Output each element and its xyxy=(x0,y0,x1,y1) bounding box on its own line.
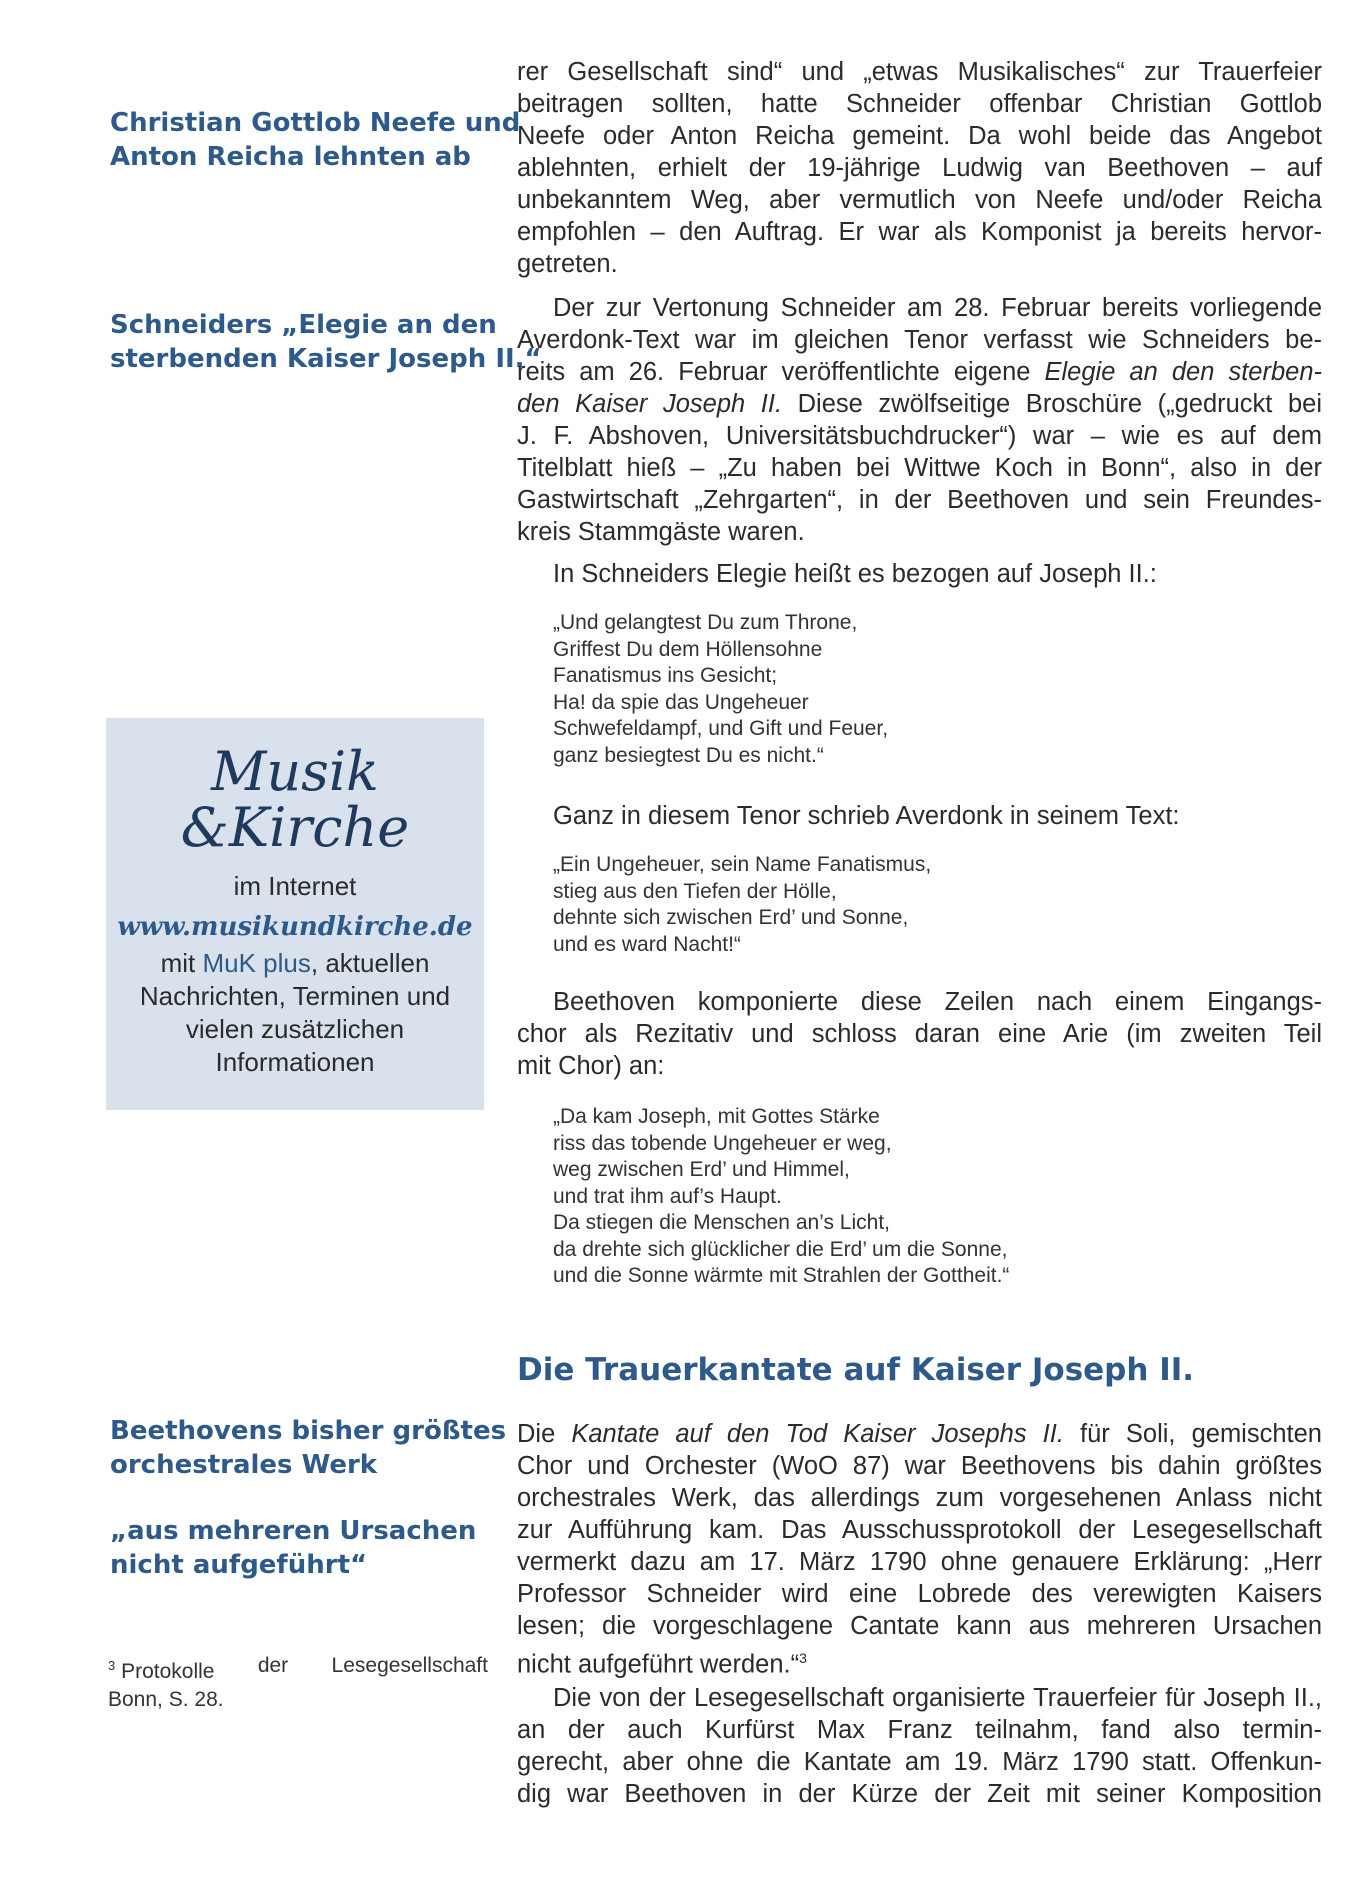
sidebar-heading-orchestrales-werk: Beethovens bisher größtes orchestrales Werk xyxy=(110,1416,507,1480)
ad-line-internet: im Internet xyxy=(233,871,357,901)
paragraph-4: Ganz in diesem Tenor schrieb Averdonk in seinem Text: xyxy=(553,802,1180,830)
paragraph-2: Der zur Vertonung Schneider am 28. Februar bereits vorliegende Averdonk-Text war im gleichen Tenor verfasst wie Schneiders be- reits am 26. Februar veröffentlichte eigene Elegie an den sterben- den Kaiser Joseph II. Diese zwölfseitige Broschüre („gedruckt bei J. F. Abshoven, Universitätsbuchdrucker“) war – wie es auf dem Titelblatt hieß – „Zu haben bei Wittwe Koch in Bonn“, also in der Gastwirtschaft „Zehrgarten“, in der Beethoven und sein Freundes- kreis Stammgäste waren. xyxy=(517,294,1323,546)
paragraph-5: Beethoven komponierte diese Zeilen nach einem Eingangs- chor als Rezitativ und schloss daran eine Arie (im zweiten Teil mit Chor) an: xyxy=(517,988,1322,1080)
quote-averdonk: „Ein Ungeheuer, sein Name Fanatismus, stieg aus den Tiefen der Hölle, dehnte sich zwischen Erd’ und Sonne, und es ward Nacht!“ xyxy=(553,853,932,956)
footnote-ref[interactable]: 3 xyxy=(799,1650,807,1666)
footnote-line-1: $^3$ Protokolle der Lesegesellschaft xyxy=(108,1654,488,1683)
musik-kirche-logo: Musik &Kirche xyxy=(180,740,410,859)
sidebar-heading-nicht-aufgefuehrt: „aus mehreren Ursachen nicht aufgeführt“ xyxy=(110,1516,477,1580)
ad-url-link[interactable]: www.musikundkirche.de xyxy=(117,912,473,942)
paragraph-3: In Schneiders Elegie heißt es bezogen auf Joseph II.: xyxy=(553,560,1157,588)
quote-kantate: „Da kam Joseph, mit Gottes Stärke riss das tobende Ungeheuer er weg, weg zwischen Erd’ und Himmel, und trat ihm auf’s Haupt. Da stiegen die Menschen an’s Licht, da drehte sich glücklicher die Erd’ um die Sonne, und die Sonne wärmte mit Strahlen der Gottheit.“ xyxy=(553,1105,1010,1287)
sidebar-heading-neefe-reicha: Christian Gottlob Neefe und Anton Reicha lehnten ab xyxy=(110,108,521,172)
ad-line-nachrichten: Nachrichten, Terminen und xyxy=(139,981,451,1011)
quote-elegie: „Und gelangtest Du zum Throne, Griffest Du dem Höllensohne Fanatismus ins Gesicht; Ha! da spie das Ungeheuer Schwefeldampf, und Gift und Feuer, ganz besiegtest Du es nicht.“ xyxy=(553,611,889,767)
sidebar-heading-elegie: Schneiders „Elegie an den sterbenden Kaiser Joseph II.“ xyxy=(110,310,542,374)
ad-line-informationen: Informationen xyxy=(215,1047,375,1077)
paragraph-6: Die Kantate auf den Tod Kaiser Josephs II. für Soli, gemischten Chor und Orchester (WoO 87) war Beethovens bis dahin größtes orchestrales Werk, das allerdings zum vorgesehenen Anlass nicht zur Aufführung kam. Das Ausschussprotokoll der Lesegesellschaft vermerkt dazu am 17. März 1790 ohne genauere Erklärung: „Herr Professor Schneider wird eine Lobrede des verewigten Kaisers lesen; die vorgeschlagene Cantate kann aus mehreren Ursachen nicht aufgeführt werden.“$^3$ xyxy=(517,1420,1322,1679)
footnote xyxy=(108,1652,488,1714)
paragraph-1: rer Gesellschaft sind“ und „etwas Musikalisches“ zur Trauerfeier beitragen sollten, hatte Schneider offenbar Christian Gottlob Neefe oder Anton Reicha gemeint. Da wohl beide das Angebot ablehnten, erhielt der 19-jährige Ludwig van Beethoven – auf unbekanntem Weg, aber vermutlich von Neefe und/oder Reicha empfohlen – den Auftrag. Er war als Komponist ja bereits hervor- getreten. xyxy=(517,58,1322,278)
footnote-line-2: Bonn, S. 28. xyxy=(108,1688,224,1711)
ad-line-zusaetzlichen: vielen zusätzlichen xyxy=(185,1014,405,1044)
section-title: Die Trauerkantate auf Kaiser Joseph II. xyxy=(517,1352,1195,1388)
musik-kirche-ad xyxy=(106,718,484,1110)
ad-line-muk-plus: mit MuK plus, aktuellen xyxy=(160,948,430,978)
paragraph-7: Die von der Lesegesellschaft organisierte Trauerfeier für Joseph II., an der auch Kurfürst Max Franz teilnahm, fand also termin- gerecht, aber ohne die Kantate am 19. März 1790 statt. Offenkun- dig war Beethoven in der Kürze der Zeit mit seiner Komposition xyxy=(517,1684,1322,1808)
